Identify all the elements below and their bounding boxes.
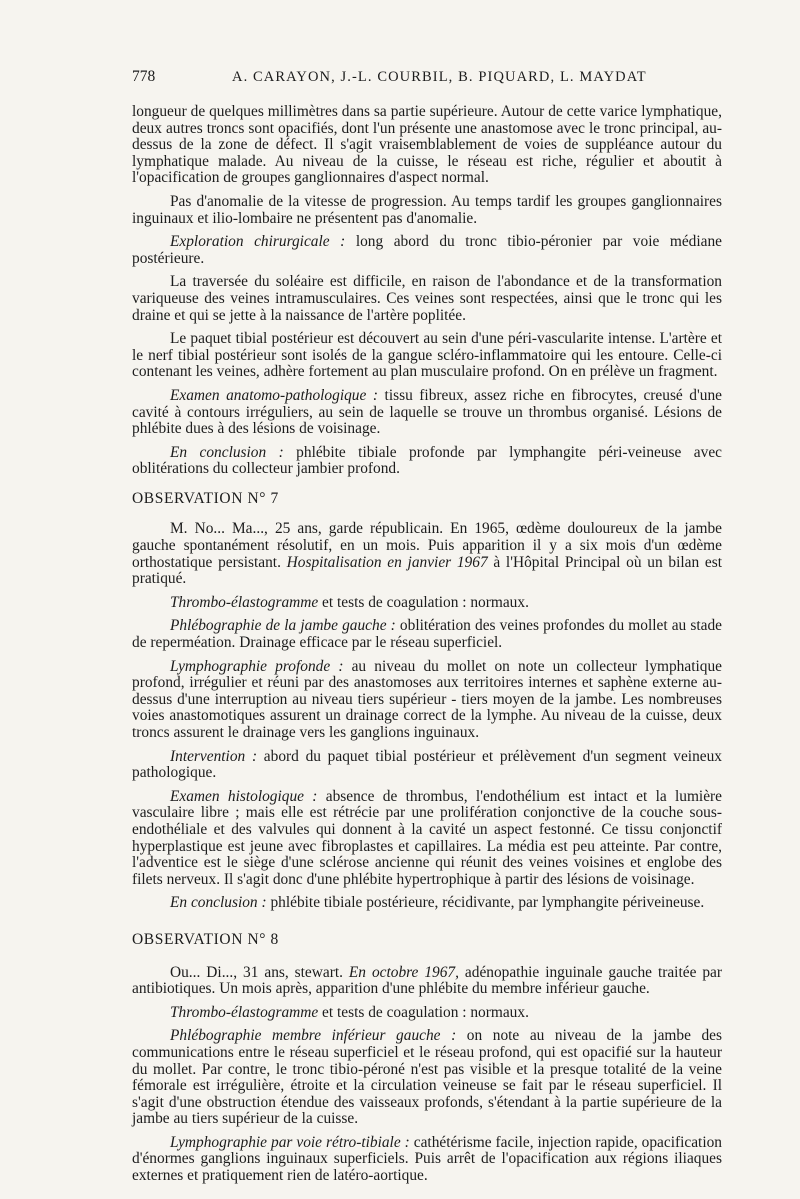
- paragraph-lead: Exploration chirurgicale :: [170, 233, 346, 251]
- running-head-authors: A. CARAYON, J.-L. COURBIL, B. PIQUARD, L. MAYDAT: [232, 69, 647, 85]
- paragraph: [132, 789, 722, 889]
- paragraph: [132, 618, 722, 651]
- paragraph-text: phlébite tibiale profonde par lymphangite péri-veineuse avec oblitérations du collecteur jambier profond.: [132, 443, 722, 478]
- paragraph-lead: Lymphographie par voie rétro-tibiale :: [170, 1133, 410, 1151]
- paragraph-text: cathétérisme facile, injection rapide, opacification d'énormes ganglions inguinaux superficiels. Puis arrêt de l'opacification aux régions iliaques externes et pratiquement rien de latéro-aortique.: [132, 1133, 723, 1185]
- paragraph-lead: Lymphographie profonde :: [170, 657, 344, 675]
- paragraph-text: oblitération des veines profondes du mollet au stade de reperméation. Drainage efficace par le réseau superficiel.: [132, 617, 723, 652]
- paragraph: [132, 388, 722, 438]
- paragraph-text: Ou... Di..., 31 ans, stewart.: [170, 963, 349, 981]
- paragraph-lead: Examen anatomo-pathologique :: [170, 386, 378, 404]
- paragraph-text: M. No... Ma..., 25 ans, garde républicain. En 1965, œdème douloureux de la jambe gauche spontanément résolutif, en un mois. Puis apparition il y a six mois d'un œdème orthostatique persistant.: [132, 520, 722, 571]
- paragraph: [132, 1005, 722, 1022]
- paragraph-emphasis: En octobre 1967,: [348, 963, 459, 981]
- document-body: [132, 104, 722, 1192]
- page-number: 778: [132, 68, 156, 85]
- paragraph-text: adénopathie inguinale gauche traitée par antibiotiques. Un mois après, apparition d'une phlébite du membre inférieur gauche.: [132, 963, 722, 998]
- paragraph-lead: Thrombo-élastogramme: [170, 1003, 319, 1021]
- paragraph: [132, 659, 722, 742]
- paragraph: [132, 749, 722, 782]
- paragraph-text: on note au niveau de la jambe des communications entre le réseau superficiel et le réseau profond, qui est opacifié sur la hauteur du mollet. Par contre, le tronc tibio-péroné n'est pas visible et la presque totalité de la veine fémorale est irrégulière, étroite et la circulation veineuse se fait par le réseau superficiel. Il s'agit d'une obstruction étendue des vaisseaux profonds, s'étendant à la partie supérieure de la jambe au tiers supérieur de la cuisse.: [132, 1027, 722, 1128]
- paragraph: [132, 521, 722, 587]
- paragraph: [132, 234, 722, 267]
- paragraph-lead: Thrombo-élastogramme: [170, 593, 319, 611]
- paragraph: [132, 445, 722, 478]
- paragraph-text: absence de thrombus, l'endothélium est intact et la lumière vasculaire libre ; mais elle est rétrécie par une prolifération conjonctive de la couche sous-endothéliale et des valvules qui donnent à la cavité un aspect festonné. Ce tissu conjonctif hyperplastique est jeune avec fibroplastes et capillaires. La média est peu atteinte. Par contre, l'adventice est le siège d'une sclérose ancienne qui réunit des veines voisines et englobe des filets nerveux. Il s'agit donc d'une phlébite hypertrophique à partir des lésions de voisinage.: [132, 787, 722, 888]
- paragraph: Le paquet tibial postérieur est découvert au sein d'une péri-vascularite intense. L'artère et le nerf tibial postérieur sont isolés de la gangue scléro-inflammatoire qui les entoure. Celle-ci contenant les veines, adhère fortement au plan musculaire profond. On en prélève un fragment.: [132, 330, 722, 381]
- paragraph-lead: En conclusion :: [170, 443, 284, 461]
- paragraph: [132, 1028, 722, 1128]
- paragraph: Pas d'anomalie de la vitesse de progression. Au temps tardif les groupes ganglionnaires inguinaux et ilio-lombaire ne présentent pas d'anomalie.: [132, 192, 722, 227]
- paragraph-lead: Intervention :: [170, 747, 258, 765]
- paragraph-text: phlébite tibiale postérieure, récidivante, par lymphangite périveineuse.: [266, 894, 705, 912]
- paragraph-text: et tests de coagulation : normaux.: [318, 1003, 529, 1021]
- page-header: [132, 68, 722, 90]
- paragraph: [132, 895, 722, 912]
- paragraph-text: tissu fibreux, assez riche en fibrocytes, creusé d'une cavité à contours irréguliers, au sein de laquelle se trouve un thrombus organisé. Lésions de phlébite dues à des lésions de voisinage.: [132, 386, 722, 438]
- paragraph: [132, 1135, 722, 1185]
- paragraph-text: long abord du tronc tibio-péronier par voie médiane postérieure.: [132, 233, 722, 267]
- observation-8-heading: OBSERVATION N° 8: [132, 930, 279, 948]
- paragraph: longueur de quelques millimètres dans sa partie supérieure. Autour de cette varice lymphatique, deux autres troncs sont opacifiés, dont l'un présente une anastomose avec le tronc principal, au-dessus de la zone de défect. Il s'agit vraisemblablement de voies de suppléance autour du lymphatique malade. Au niveau de la cuisse, le réseau est riche, régulier et aboutit à l'opacification de groupes ganglionnaires d'aspect normal.: [132, 103, 722, 187]
- observation-7-heading: OBSERVATION N° 7: [132, 489, 279, 507]
- paragraph-emphasis: Hospitalisation en janvier 1967: [286, 553, 488, 571]
- paragraph-lead: Phlébographie membre inférieur gauche :: [170, 1027, 457, 1045]
- paragraph-lead: Phlébographie de la jambe gauche :: [170, 617, 396, 635]
- paragraph-text: abord du paquet tibial postérieur et prélèvement d'un segment veineux pathologique.: [132, 747, 722, 782]
- paragraph-text: et tests de coagulation : normaux.: [318, 593, 529, 611]
- paragraph: La traversée du soléaire est difficile, en raison de l'abondance et de la transformation variqueuse des veines intramusculaires. Ces veines sont respectées, ainsi que le tronc qui les draine et qui se jette à la naissance de l'artère poplitée.: [132, 273, 722, 324]
- paragraph: [132, 595, 722, 612]
- paragraph: [132, 965, 722, 998]
- paragraph-text: au niveau du mollet on note un collecteur lymphatique profond, irrégulier et réuni par des anastomoses aux territoires internes et saphène externe au-dessus d'une interruption au niveau tiers supérieur - tiers moyen de la jambe. Les nombreuses voies anastomotiques assurent un drainage correct de la lymphe. Au niveau de la cuisse, deux troncs assurent le drainage vers les ganglions inguinaux.: [132, 657, 722, 741]
- paragraph-text: à l'Hôpital Principal où un bilan est pratiqué.: [132, 553, 722, 588]
- paragraph-lead: Examen histologique :: [170, 787, 318, 805]
- paragraph-lead: En conclusion :: [170, 894, 267, 912]
